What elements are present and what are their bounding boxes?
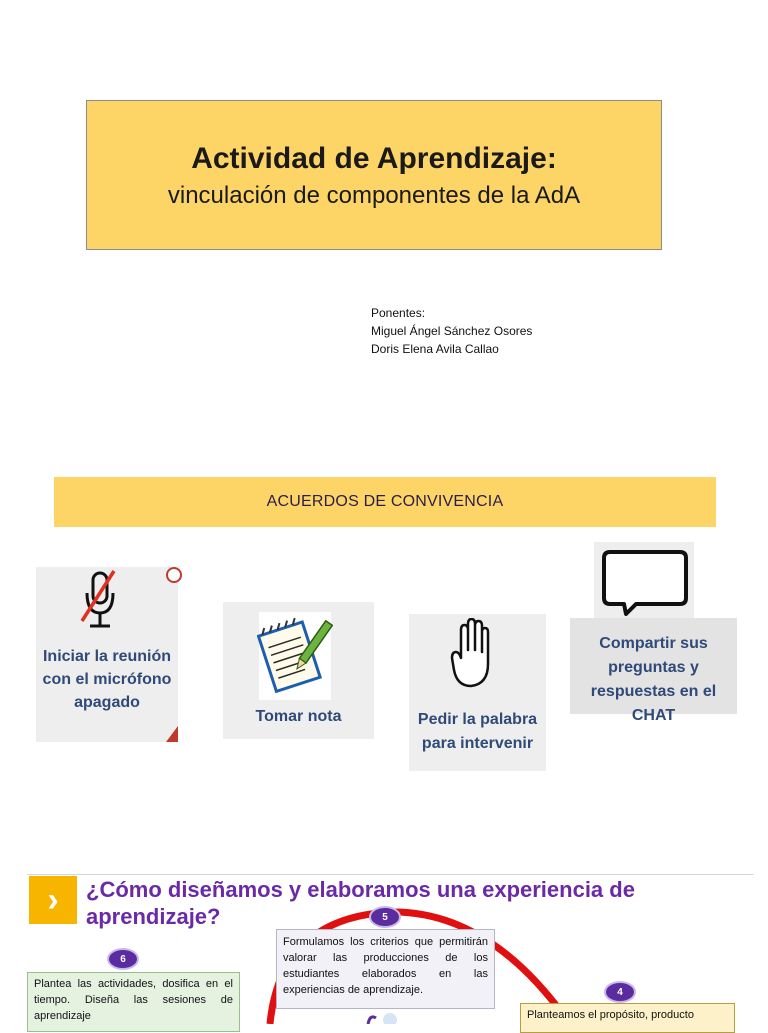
speakers-label: Ponentes: (371, 306, 426, 320)
notepad-pencil-icon (257, 606, 333, 702)
slide-divider (27, 874, 754, 875)
card-label: Tomar nota (255, 708, 342, 725)
card-label: Iniciar la reunión con el micrófono apagado (42, 648, 172, 711)
chat-icon-panel (594, 542, 694, 622)
card-label: Compartir sus preguntas y respuestas en el CHAT (590, 635, 717, 724)
speaker-name: Doris Elena Avila Callao (371, 342, 499, 356)
card-raise-hand (409, 614, 546, 771)
card-muted-mic (36, 567, 178, 742)
card-share-chat (570, 618, 737, 724)
decor-figure (360, 1010, 400, 1024)
speakers-block (371, 304, 532, 358)
agreements-banner: ACUERDOS DE CONVIVENCIA (54, 477, 716, 527)
slide3-question: ¿Cómo diseñamos y elaboramos una experiencia de aprendizaje? (86, 877, 635, 929)
slide-subtitle: vinculación de componentes de la AdA (167, 182, 581, 209)
step-4-note: Planteamos el propósito, producto (520, 1003, 735, 1033)
slide-title: Actividad de Aprendizaje: (191, 142, 557, 175)
muted-microphone-icon (78, 569, 128, 633)
card-label: Pedir la palabra para intervenir (417, 711, 538, 752)
step-6-note: Plantea las actividades, dosifica en el tiempo. Diseña las sesiones de aprendizaje (27, 972, 240, 1032)
step-4-badge: 4 (604, 981, 636, 1003)
step-5-note: Formulamos los criterios que permitirán valorar las producciones de los estudiantes elaborados en las experiencias de aprendizaje. (276, 929, 495, 1009)
step-6-badge: 6 (107, 948, 139, 970)
decor-circle-icon (166, 567, 182, 583)
decor-corner-icon (166, 726, 178, 742)
card-take-note (223, 602, 374, 739)
title-box (86, 100, 662, 250)
decor-figure-icon (360, 1010, 400, 1024)
step-5-badge: 5 (369, 906, 401, 928)
chat-bubble-icon (600, 548, 690, 616)
speaker-name: Miguel Ángel Sánchez Osores (371, 324, 533, 338)
chevron-right-icon: › (29, 876, 77, 924)
raised-hand-icon (449, 618, 493, 690)
